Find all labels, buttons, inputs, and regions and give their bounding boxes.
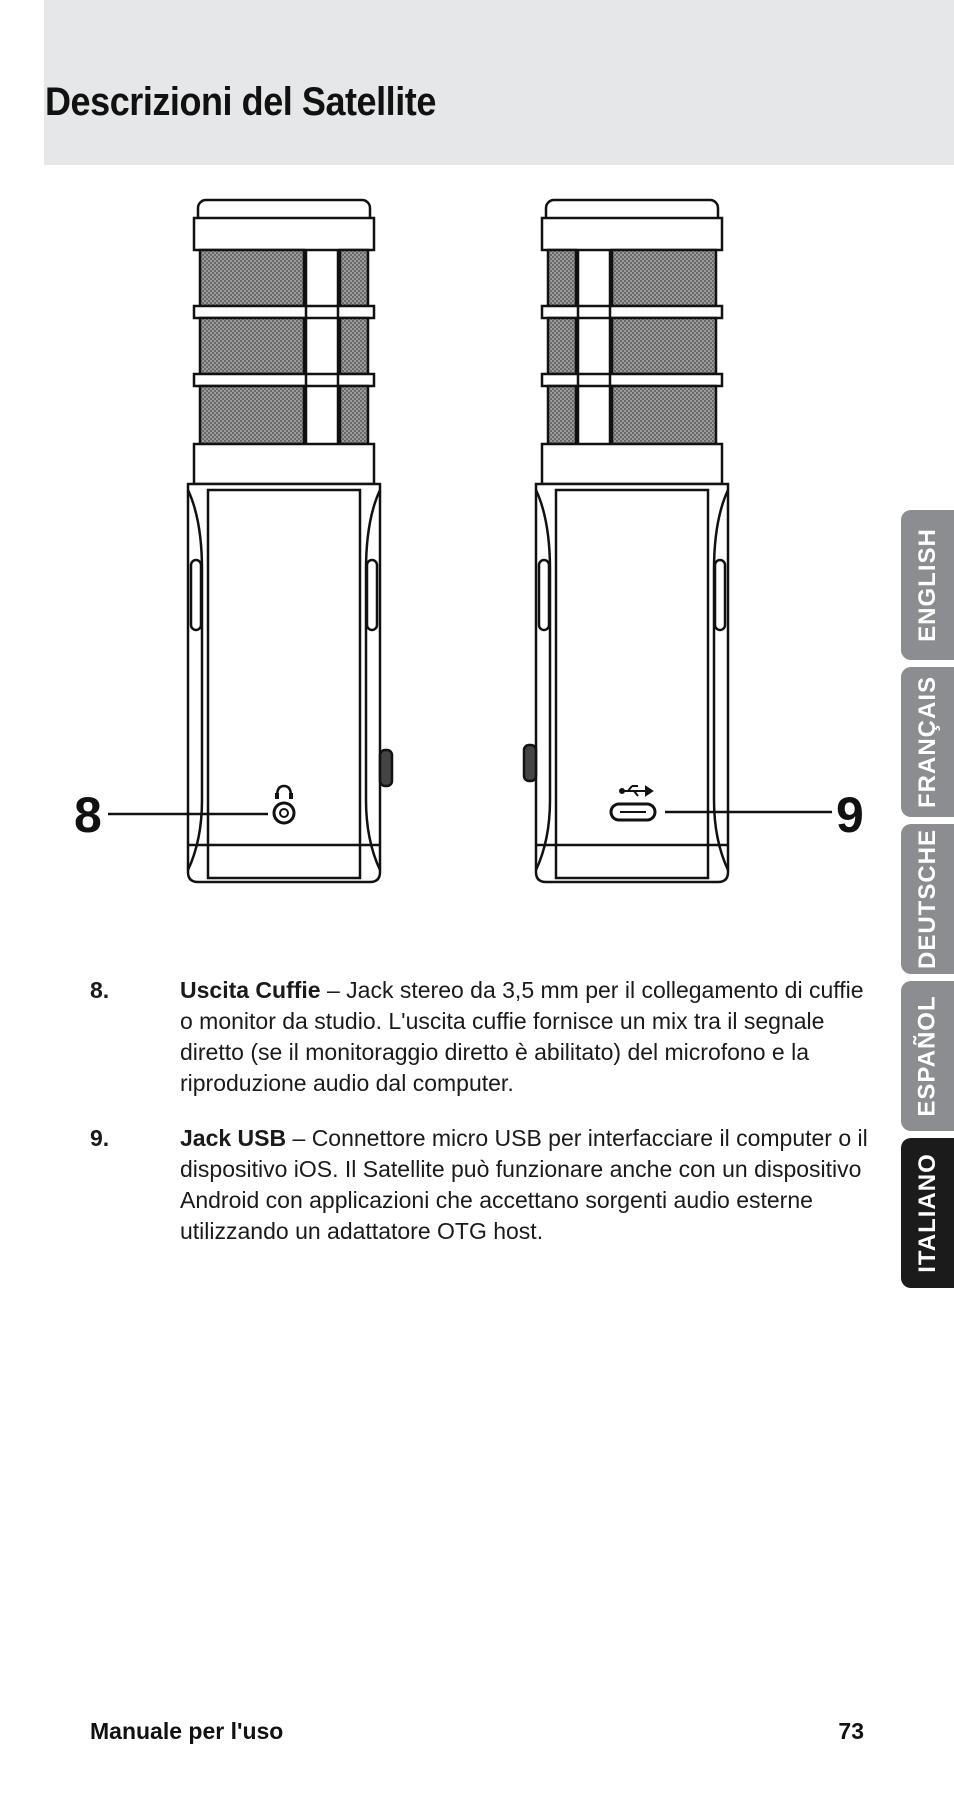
item-term: Uscita Cuffie [180, 977, 321, 1003]
item-description: – Jack stereo da 3,5 mm per il collegamento di cuffie o monitor da studio. L'uscita cuffie fornisce un mix tra il segnale diretto (se il monitoraggio diretto è abilitato) del microfono e la riproduzione audio dal computer. [180, 977, 864, 1096]
tab-francais[interactable] [901, 667, 954, 817]
item-description: – Connettore micro USB per interfacciare il computer o il dispositivo iOS. Il Satellite può funzionare anche con un dispositivo Android con applicazioni che accettano sorgenti audio esterne utilizzando un adattatore OTG host. [180, 1125, 868, 1244]
list-item [90, 975, 870, 1099]
tab-label: FRANÇAIS [913, 676, 941, 808]
microphone-right [524, 200, 728, 882]
footer-manual-label: Manuale per l'uso [90, 1718, 284, 1744]
tab-deutsche[interactable] [901, 824, 954, 974]
callout-label-8: 8 [74, 787, 102, 843]
page-number: 73 [838, 1718, 864, 1744]
tab-label: ITALIANO [913, 1153, 941, 1273]
feature-list [90, 975, 870, 1271]
tab-label: ESPAÑOL [913, 995, 941, 1117]
tab-label: DEUTSCHE [913, 828, 941, 970]
tab-italiano[interactable] [901, 1138, 954, 1288]
page-title: Descrizioni del Satellite [45, 80, 436, 124]
list-item [90, 1123, 870, 1247]
tab-label: ENGLISH [913, 528, 941, 642]
item-term: Jack USB [180, 1125, 287, 1151]
tab-espanol[interactable] [901, 981, 954, 1131]
microphone-left [188, 200, 392, 882]
microphone-figure [74, 190, 880, 910]
callout-label-9: 9 [836, 787, 864, 843]
item-number: 9. [90, 1125, 110, 1151]
tab-english[interactable] [901, 510, 954, 660]
item-number: 8. [90, 977, 110, 1003]
